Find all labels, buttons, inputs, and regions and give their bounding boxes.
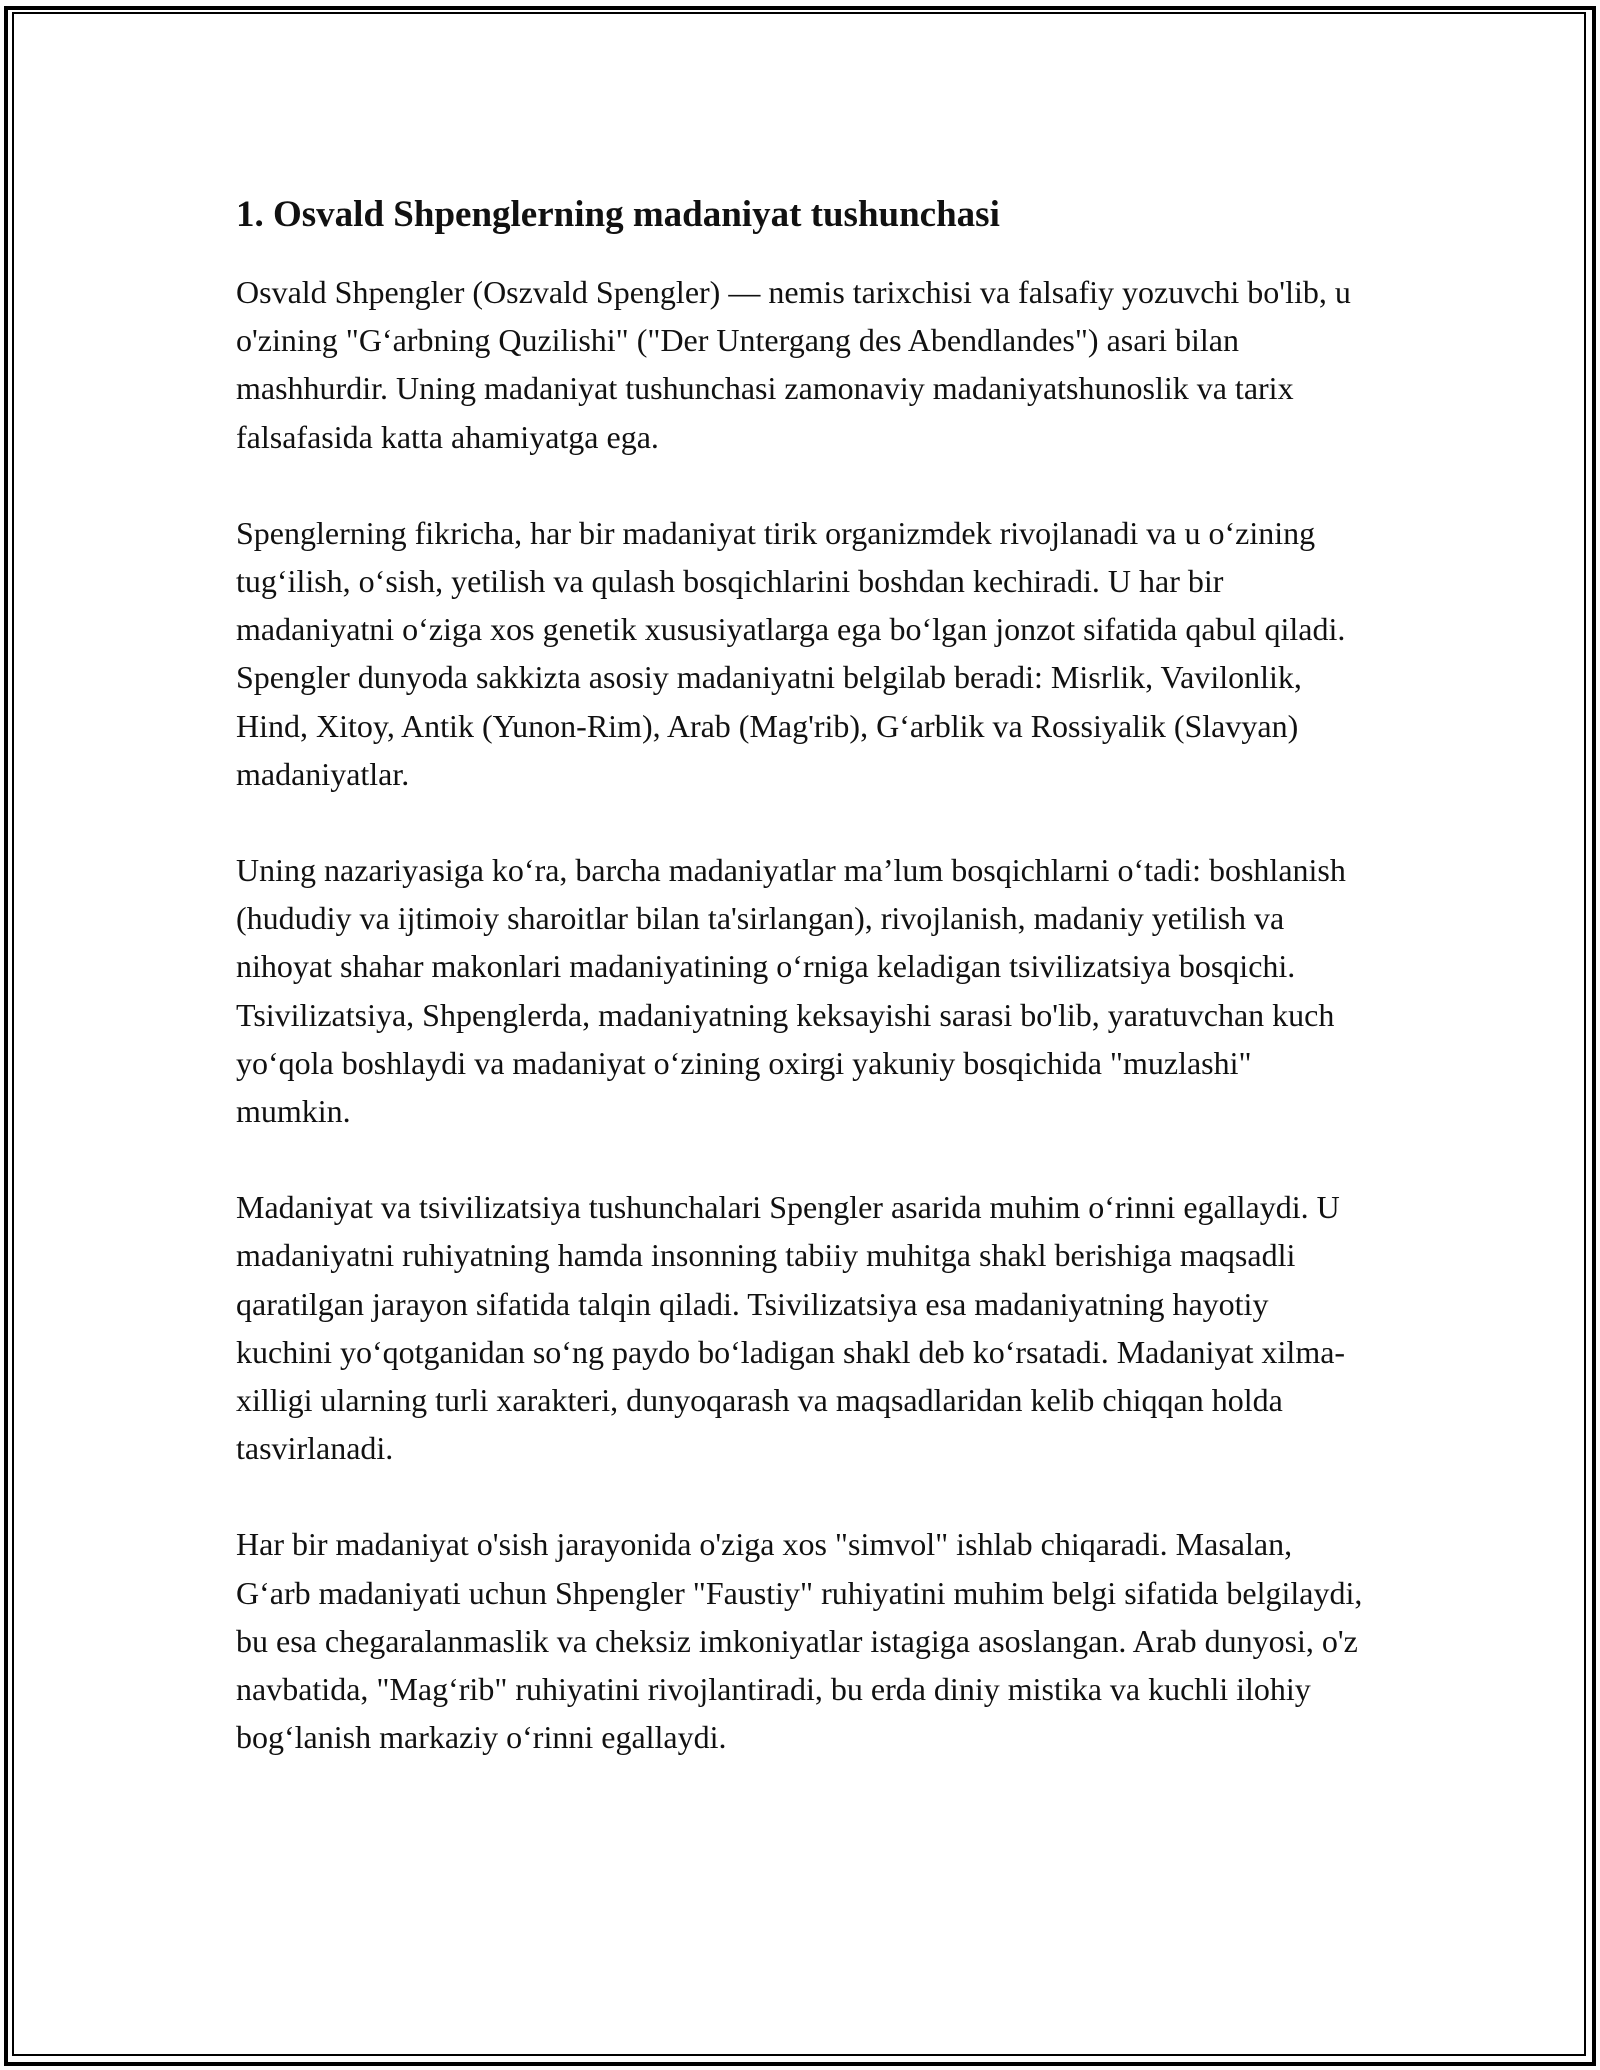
document-body <box>236 186 1366 1809</box>
paragraph-stages: Uning nazariyasiga ko‘ra, barcha madaniyatlar ma’lum bosqichlarni o‘tadi: boshlanish (hududiy va ijtimoiy sharoitlar bilan ta'sirlangan), rivojlanish, madaniy yetilish va nihoyat shahar makonlari madaniyatining o‘rniga keladigan tsivilizatsiya bosqichi. Tsivilizatsiya, Shpenglerda, madaniyatning keksayishi sarasi bo'lib, yaratuvchan kuch yo‘qola boshlaydi va madaniyat o‘zining oxirgi yakuniy bosqichida "muzlashi" mumkin. <box>236 852 1346 1130</box>
section-heading: 1. Osvald Shpenglerning madaniyat tushunchasi <box>236 194 1000 235</box>
paragraph-symbols: Har bir madaniyat o'sish jarayonida o'ziga xos "simvol" ishlab chiqaradi. Masalan, G‘arb madaniyati uchun Shpengler "Faustiy" ruhiyatini muhim belgi sifatida belgilaydi, bu esa chegaralanmaslik va cheksiz imkoniyatlar istagiga asoslangan. Arab dunyosi, o'z navbatida, "Mag‘rib" ruhiyatini rivojlantiradi, bu erda diniy mistika va kuchli ilohiy bog‘lanish markaziy o‘rinni egallaydi. <box>236 1526 1363 1756</box>
paragraph-culture-civilization: Madaniyat va tsivilizatsiya tushunchalari Spengler asarida muhim o‘rinni egallaydi. U madaniyatni ruhiyatning hamda insonning tabiiy muhitga shakl berishiga maqsadli qaratilgan jarayon sifatida talqin qiladi. Tsivilizatsiya esa madaniyatning hayotiy kuchini yo‘qotganidan so‘ng paydo bo‘ladigan shakl deb ko‘rsatadi. Madaniyat xilma-xilligi ularning turli xarakteri, dunyoqarash va maqsadlaridan kelib chiqqan holda tasvirlanadi. <box>236 1189 1346 1467</box>
paragraph-organism-theory: Spenglerning fikricha, har bir madaniyat tirik organizmdek rivojlanadi va u o‘zining tug‘ilish, o‘sish, yetilish va qulash bosqichlarini boshdan kechiradi. U har bir madaniyatni o‘ziga xos genetik xususiyatlarga ega bo‘lgan jonzot sifatida qabul qiladi. Spengler dunyoda sakkizta asosiy madaniyatni belgilab beradi: Misrlik, Vavilonlik, Hind, Xitoy, Antik (Yunon-Rim), Arab (Mag'rib), G‘arblik va Rossiyalik (Slavyan) madaniyatlar. <box>236 514 1346 792</box>
paragraph-intro: Osvald Shpengler (Oszvald Spengler) — nemis tarixchisi va falsafiy yozuvchi bo'lib, u o'zining "G‘arbning Quzilishi" ("Der Untergang des Abendlandes") asari bilan mashhurdir. Uning madaniyat tushunchasi zamonaviy madaniyatshunoslik va tarix falsafasida katta ahamiyatga ega. <box>236 274 1351 455</box>
